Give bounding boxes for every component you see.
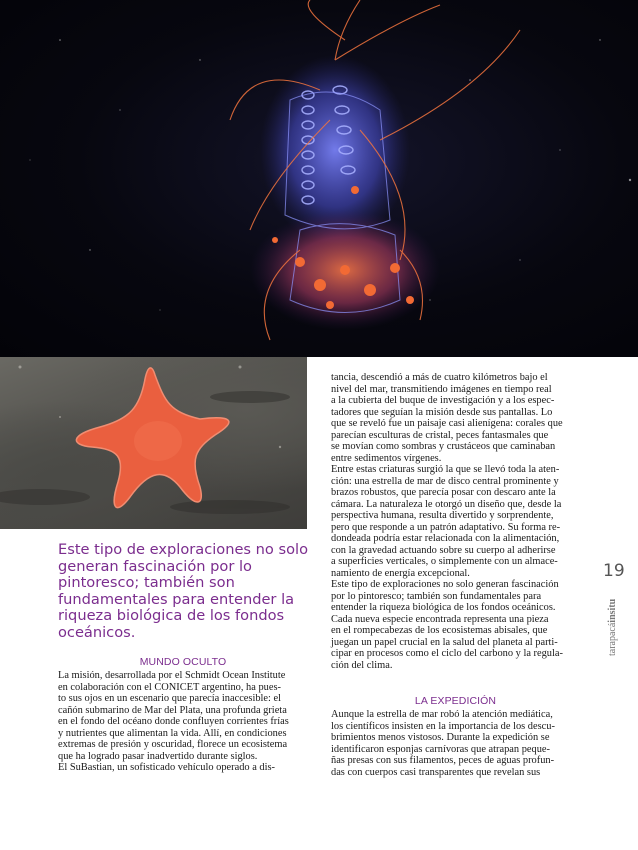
starfish-illustration [0,357,307,529]
text-line: nivel del mar, transmitiendo imágenes en tiempo real [331,383,552,395]
text-line: Este tipo de exploraciones no solo generan fascinación [331,579,559,590]
text-line: El SuBastian, un sofisticado vehículo operado a dis- [58,762,276,773]
text-line: ñas presas con sus filamentos, peces de aguas profun- [331,755,555,766]
text-line: a la cubierta del buque de investigación y a los espec- [331,395,555,406]
text-line: cámara. La naturaleza le otorgó un diseño que, desde la [331,498,562,510]
text-line: en el fondo del océano donde confluyen corrientes frías [58,716,289,727]
text-line: Entre estas criaturas surgió la que se llevó toda la aten- [331,464,560,475]
text-line: cañón submarino de Mar del Plata, una profunda grieta [58,704,287,716]
text-line: por lo pintoresco; también son fundamentales para [331,590,542,602]
text-line: que ha logrado pasar inadvertido durante siglos. [58,750,258,762]
siphonophore-photo [0,0,638,357]
heading-mundo-oculto: MUNDO OCULTO [139,656,227,668]
text-line: cipar en procesos como el ciclo del carbono y la regula- [331,648,563,659]
text-line: dondeada podría estar relacionada con la alimentación, [331,533,560,544]
text-line: en colaboración con el CONICET argentino, ha pues- [58,681,281,693]
text-line: Cada nueva especie encontrada representa una pieza [331,613,549,625]
text-line: entender la riqueza biológica de los fondos oceánicos. [331,602,556,613]
text-line: brimientos menos vistosos. Durante la expedición se [331,732,550,743]
starfish-photo [0,357,307,529]
text-line: en el rompecabezas de los ecosistemas abisales, que [331,625,548,636]
text-line: y nutrientes que alimentan la vida. Allí, en condiciones [58,727,287,739]
text-line: La misión, desarrollada por el Schmidt Ocean Institute [58,670,286,681]
pull-quote: Este tipo de exploraciones no solo generan fascinación por lo pintoresco; también son fundamentales para entender la riqueza biológica de los fondos oceánicos. [58,541,309,641]
right-column-text-bottom [331,709,555,778]
right-column-text-top [331,372,563,671]
text-line: se movían como sombras y crustáceos que caminaban [331,441,556,452]
left-column-text [58,670,289,774]
text-line: ción del clima. [331,659,393,671]
text-line: los científicos insisten en la importancia de los descu- [331,720,555,732]
brand-logo-text [607,599,618,656]
text-line: identificaron esponjas carnívoras que atrapan peque- [331,743,550,755]
brand-part-1: tarapacá [607,622,618,656]
text-line: das con cuerpos casi transparentes que revelan sus [331,766,541,778]
text-line: con la gravedad actuando sobre su cuerpo al adherirse [331,544,556,556]
text-line: entre sedimentos vírgenes. [331,452,442,464]
text-line: extremas de presión y oscuridad, florece un ecosistema [58,739,288,750]
text-line: to sus ojos en un escenario que parecía inaccesible: el [58,693,282,704]
heading-la-expedicion: LA EXPEDICIÓN [414,695,497,707]
text-line: pero que responde a un patrón adaptativo. Su forma re- [331,521,561,533]
brand-part-2: insitu [607,598,618,623]
text-line: Aunque la estrella de mar robó la atención mediática, [331,709,553,720]
page-number: 19 [603,561,625,581]
siphonophore-illustration [0,0,638,357]
text-line: que se reveló fue un paisaje casi alienígena: corales que [331,418,563,429]
text-line: namiento de energía excepcional. [331,567,470,579]
text-line: tancia, descendió a más de cuatro kilómetros bajo el [331,372,548,383]
text-line: a superficies verticales, o simplemente con un almace- [331,556,558,567]
text-line: brazos robustos, que parecía posar con descaro ante la [331,487,556,498]
text-line: ción: una estrella de mar de disco central prominente y [331,475,559,487]
text-line: juegan un papel crucial en la salud del planeta al parti- [331,636,558,648]
text-line: parecían esculturas de cristal, peces fantasmales que [331,429,549,441]
text-line: tadores que seguían la misión desde sus pantallas. Lo [331,406,553,418]
text-line: perspectiva humana, resulta divertido y sorprendente, [331,510,554,521]
